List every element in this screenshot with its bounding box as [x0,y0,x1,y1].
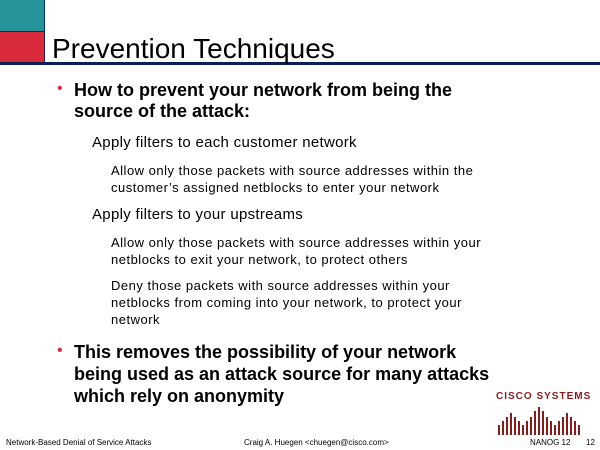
bullet-1-line-1: How to prevent your network from being the [74,80,453,100]
decorative-red-square [0,32,45,62]
subpoint-2: Apply filters to your upstreams [92,206,304,223]
footer-right: NANOG 12 [530,438,571,447]
bullet-marker: • [57,342,63,359]
subpoint-2b-line-2: netblocks from coming into your network, to protect your [111,295,462,310]
subpoint-2a-line-1: Allow only those packets with source addresses within your [111,235,482,250]
slide-title: Prevention Techniques [52,33,335,64]
bullet-2-line-1: This removes the possibility of your network [74,342,457,362]
bullet-1-line-2: source of the attack: [74,101,251,121]
bullet-2-line-2: being used as an attack source for many attacks [74,364,490,384]
subpoint-1: Apply filters to each customer network [92,134,357,151]
page-number: 12 [586,438,595,447]
bullet-2-line-3: which rely on anonymity [74,386,285,406]
footer-left: Network-Based Denial of Service Attacks [6,438,152,447]
subpoint-2b-line-1: Deny those packets with source addresses within your [111,278,450,293]
footer-center: Craig A. Huegen <chuegen@cisco.com> [244,438,389,447]
decorative-teal-square [0,0,45,32]
subpoint-2a-line-2: netblocks to exit your network, to protect others [111,252,408,267]
cisco-bridge-logo-icon [496,405,584,435]
bullet-marker: • [57,80,63,97]
cisco-logo-text: CISCO SYSTEMS [496,391,592,402]
subpoint-2b-line-3: network [111,312,161,327]
subpoint-1a-line-2: customer’s assigned netblocks to enter your network [111,180,440,195]
subpoint-1a-line-1: Allow only those packets with source addresses within the [111,163,474,178]
